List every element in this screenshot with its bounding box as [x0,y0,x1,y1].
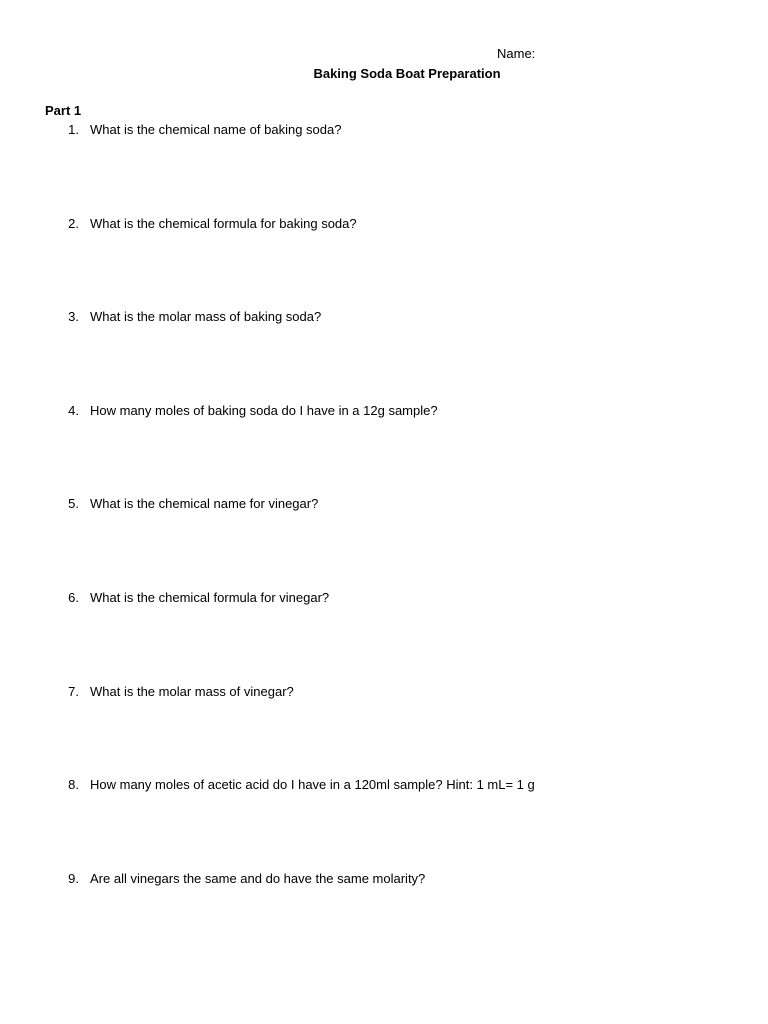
question-item [0,777,740,795]
name-label: Name: [497,46,536,61]
question-text: How many moles of acetic acid do I have in a 120ml sample? Hint: 1 mL= 1 g [90,777,535,792]
question-text: What is the chemical formula for vinegar? [90,590,330,605]
question-text: What is the molar mass of vinegar? [90,684,294,699]
question-item [0,590,740,608]
question-number: 2. [68,216,79,231]
question-number: 5. [68,496,79,511]
question-text: How many moles of baking soda do I have in a 12g sample? [90,403,438,418]
question-number: 9. [68,871,79,886]
question-item [0,403,740,421]
part-heading: Part 1 [45,103,82,118]
document-title: Baking Soda Boat Preparation [313,66,501,81]
question-item [0,216,740,234]
question-item [0,122,740,140]
question-item [0,309,740,327]
question-text: Are all vinegars the same and do have the same molarity? [90,871,426,886]
question-item [0,684,740,702]
question-number: 4. [68,403,79,418]
question-number: 8. [68,777,79,792]
question-text: What is the chemical formula for baking soda? [90,216,357,231]
question-text: What is the molar mass of baking soda? [90,309,322,324]
question-item [0,496,740,514]
question-number: 1. [68,122,79,137]
question-number: 3. [68,309,79,324]
question-number: 7. [68,684,79,699]
question-item [0,871,740,889]
question-number: 6. [68,590,79,605]
question-text: What is the chemical name of baking soda? [90,122,342,137]
question-text: What is the chemical name for vinegar? [90,496,319,511]
